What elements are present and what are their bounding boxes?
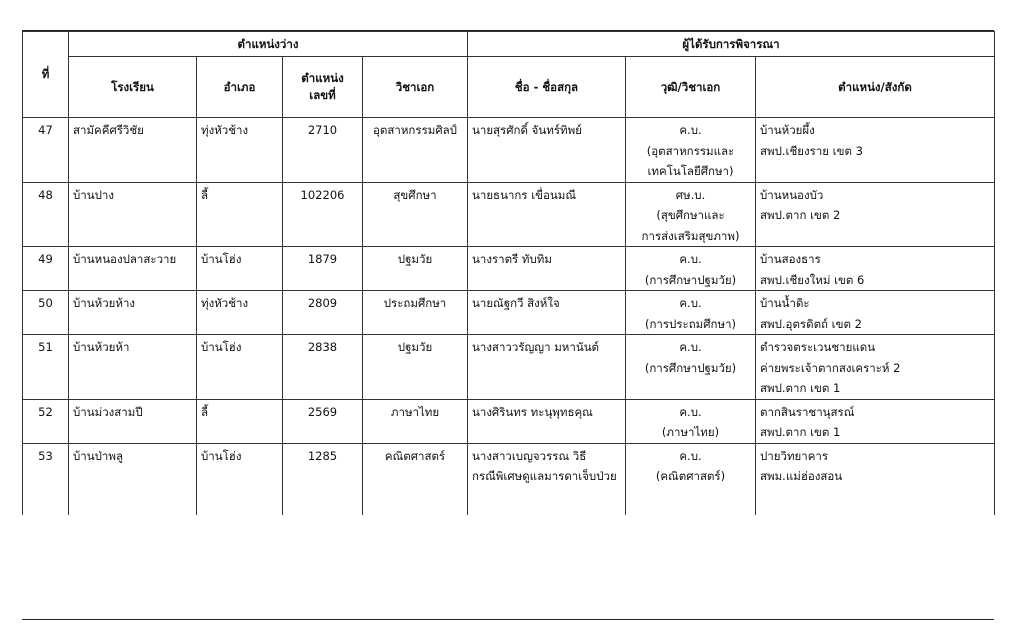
row-school: บ้านหนองปลาสะวาย bbox=[69, 247, 197, 291]
row-affiliation bbox=[756, 443, 995, 487]
row-affiliation-line: สพป.ตาก เขต 1 bbox=[760, 381, 841, 395]
row-affiliation bbox=[756, 399, 995, 443]
row-degree-line: ค.บ. bbox=[679, 448, 702, 463]
row-affiliation bbox=[756, 118, 995, 183]
row-name bbox=[468, 182, 626, 247]
row-degree bbox=[626, 443, 756, 487]
row-degree bbox=[626, 399, 756, 443]
header-group-selected: ผู้ได้รับการพิจารณา bbox=[468, 32, 995, 57]
row-degree bbox=[626, 118, 756, 183]
row-affiliation bbox=[756, 291, 995, 335]
row-affiliation bbox=[756, 247, 995, 291]
row-no: 53 bbox=[23, 443, 69, 487]
header-degree-major: วุฒิ/วิชาเอก bbox=[626, 57, 756, 118]
row-degree-line: การส่งเสริมสุขภาพ) bbox=[641, 228, 740, 243]
row-degree-line: (คณิตศาสตร์) bbox=[655, 469, 726, 483]
row-position-no: 1879 bbox=[283, 247, 363, 291]
row-position-no: 2838 bbox=[283, 335, 363, 400]
table-row bbox=[23, 118, 995, 183]
filler-row bbox=[23, 487, 995, 515]
row-major: สุขศึกษา bbox=[363, 182, 468, 247]
row-school: บ้านม่วงสามปี bbox=[69, 399, 197, 443]
row-position-no: 2809 bbox=[283, 291, 363, 335]
row-affiliation-line: ปายวิทยาคาร bbox=[760, 448, 829, 463]
row-major: ปฐมวัย bbox=[363, 247, 468, 291]
header-sub-row bbox=[23, 57, 995, 118]
header-position-no-line2: เลขที่ bbox=[309, 88, 336, 102]
row-major: อุตสาหกรรมศิลป์ bbox=[363, 118, 468, 183]
table-row bbox=[23, 291, 995, 335]
row-name-line: นางราตรี ทับทิม bbox=[472, 252, 552, 266]
row-name-line: นายณัฐกวี สิงห์ใจ bbox=[472, 296, 560, 310]
row-school: สามัคคีศรีวิชัย bbox=[69, 118, 197, 183]
row-degree-line: ค.บ. bbox=[679, 252, 702, 266]
row-degree-line: ค.บ. bbox=[679, 340, 702, 354]
row-degree-line: ศษ.บ. bbox=[675, 187, 706, 202]
header-school: โรงเรียน bbox=[69, 57, 197, 118]
row-affiliation-line: สพป.เชียงใหม่ เขต 6 bbox=[760, 272, 865, 287]
appointment-table bbox=[22, 31, 995, 515]
table-row bbox=[23, 399, 995, 443]
row-district: ทุ่งหัวช้าง bbox=[197, 291, 283, 335]
row-degree-line: เทคโนโลยีศึกษา) bbox=[647, 164, 734, 178]
row-school: บ้านป่าพลู bbox=[69, 443, 197, 487]
row-name bbox=[468, 399, 626, 443]
row-affiliation-line: บ้านน้ำดิะ bbox=[760, 296, 810, 310]
row-major: ปฐมวัย bbox=[363, 335, 468, 400]
row-district: บ้านโฮ่ง bbox=[197, 335, 283, 400]
row-name bbox=[468, 443, 626, 487]
header-no: ที่ bbox=[23, 32, 69, 118]
header-position-affiliation: ตำแหน่ง/สังกัด bbox=[756, 57, 995, 118]
row-degree bbox=[626, 291, 756, 335]
row-affiliation bbox=[756, 182, 995, 247]
row-name-line: นางสาวเบญจวรรณ วิธี bbox=[472, 448, 587, 463]
row-affiliation-line: บ้านหนองบัว bbox=[760, 187, 824, 202]
row-degree-line: (การศึกษาปฐมวัย) bbox=[644, 272, 737, 287]
row-name-line: นางสาววรัญญา มหานันต์ bbox=[472, 340, 600, 354]
row-name-line: กรณีพิเศษดูแลมารดาเจ็บป่วย bbox=[472, 469, 617, 483]
row-name-line: นางศิรินทร ทะนุพุทธคุณ bbox=[472, 404, 593, 419]
row-degree bbox=[626, 335, 756, 400]
row-name-line: นายสุรศักดิ์ จันทร์ทิพย์ bbox=[472, 123, 582, 137]
row-degree bbox=[626, 182, 756, 247]
row-position-no: 102206 bbox=[283, 182, 363, 247]
row-degree bbox=[626, 247, 756, 291]
row-major: ภาษาไทย bbox=[363, 399, 468, 443]
row-no: 48 bbox=[23, 182, 69, 247]
row-no: 51 bbox=[23, 335, 69, 400]
header-position-no bbox=[283, 57, 363, 118]
table-row bbox=[23, 247, 995, 291]
row-position-no: 2569 bbox=[283, 399, 363, 443]
row-name bbox=[468, 247, 626, 291]
row-degree-line: ค.บ. bbox=[679, 123, 702, 137]
filler-cell bbox=[197, 487, 283, 515]
row-school: บ้านห้วยห้าง bbox=[69, 291, 197, 335]
row-affiliation-line: สพป.อุตรดิตถ์ เขต 2 bbox=[760, 316, 862, 331]
row-affiliation-line: บ้านสองธาร bbox=[760, 252, 821, 266]
row-position-no: 2710 bbox=[283, 118, 363, 183]
row-name bbox=[468, 118, 626, 183]
row-district: ลี้ bbox=[197, 182, 283, 247]
row-district: บ้านโฮ่ง bbox=[197, 247, 283, 291]
row-degree-line: ค.บ. bbox=[679, 404, 702, 419]
row-affiliation-line: สพป.เชียงราย เขต 3 bbox=[760, 143, 863, 158]
row-school: บ้านห้วยห้า bbox=[69, 335, 197, 400]
row-degree-line: (สุขศึกษาและ bbox=[656, 208, 725, 222]
table-row bbox=[23, 443, 995, 487]
row-position-no: 1285 bbox=[283, 443, 363, 487]
header-name: ชื่อ - ชื่อสกุล bbox=[468, 57, 626, 118]
row-degree-line: (การประถมศึกษา) bbox=[644, 316, 737, 331]
row-major: ประถมศึกษา bbox=[363, 291, 468, 335]
row-district: บ้านโฮ่ง bbox=[197, 443, 283, 487]
row-no: 50 bbox=[23, 291, 69, 335]
row-major: คณิตศาสตร์ bbox=[363, 443, 468, 487]
filler-cell bbox=[283, 487, 363, 515]
header-group-row bbox=[23, 32, 995, 57]
filler-cell bbox=[69, 487, 197, 515]
header-group-vacant: ตำแหน่งว่าง bbox=[69, 32, 468, 57]
row-affiliation-line: ค่ายพระเจ้าตากสงเคราะห์ 2 bbox=[760, 360, 901, 375]
row-affiliation bbox=[756, 335, 995, 400]
row-degree-line: ค.บ. bbox=[679, 296, 702, 310]
row-affiliation-line: สพม.แม่ฮ่องสอน bbox=[760, 469, 843, 483]
row-school: บ้านปาง bbox=[69, 182, 197, 247]
row-degree-line: (ภาษาไทย) bbox=[661, 425, 720, 439]
row-degree-line: (อุตสาหกรรมและ bbox=[646, 143, 735, 158]
row-affiliation-line: บ้านห้วยผึ้ง bbox=[760, 123, 815, 137]
row-no: 52 bbox=[23, 399, 69, 443]
row-name bbox=[468, 335, 626, 400]
header-major: วิชาเอก bbox=[363, 57, 468, 118]
table-row bbox=[23, 335, 995, 400]
filler-cell bbox=[363, 487, 468, 515]
header-position-no-line1: ตำแหน่ง bbox=[301, 71, 344, 85]
row-district: ทุ่งหัวช้าง bbox=[197, 118, 283, 183]
row-affiliation-line: สพป.ตาก เขต 1 bbox=[760, 425, 841, 439]
row-district: ลี้ bbox=[197, 399, 283, 443]
filler-cell bbox=[756, 487, 995, 515]
header-district: อำเภอ bbox=[197, 57, 283, 118]
row-name bbox=[468, 291, 626, 335]
row-no: 49 bbox=[23, 247, 69, 291]
row-affiliation-line: สพป.ตาก เขต 2 bbox=[760, 208, 841, 222]
row-no: 47 bbox=[23, 118, 69, 183]
row-affiliation-line: ตำรวจตระเวนชายแดน bbox=[760, 340, 876, 354]
row-name-line: นายธนากร เขื่อนมณี bbox=[472, 187, 576, 202]
row-affiliation-line: ตากสินราชานุสรณ์ bbox=[760, 404, 855, 419]
filler-cell bbox=[626, 487, 756, 515]
table-row bbox=[23, 182, 995, 247]
filler-cell bbox=[468, 487, 626, 515]
row-degree-line: (การศึกษาปฐมวัย) bbox=[644, 360, 737, 375]
filler-cell bbox=[23, 487, 69, 515]
